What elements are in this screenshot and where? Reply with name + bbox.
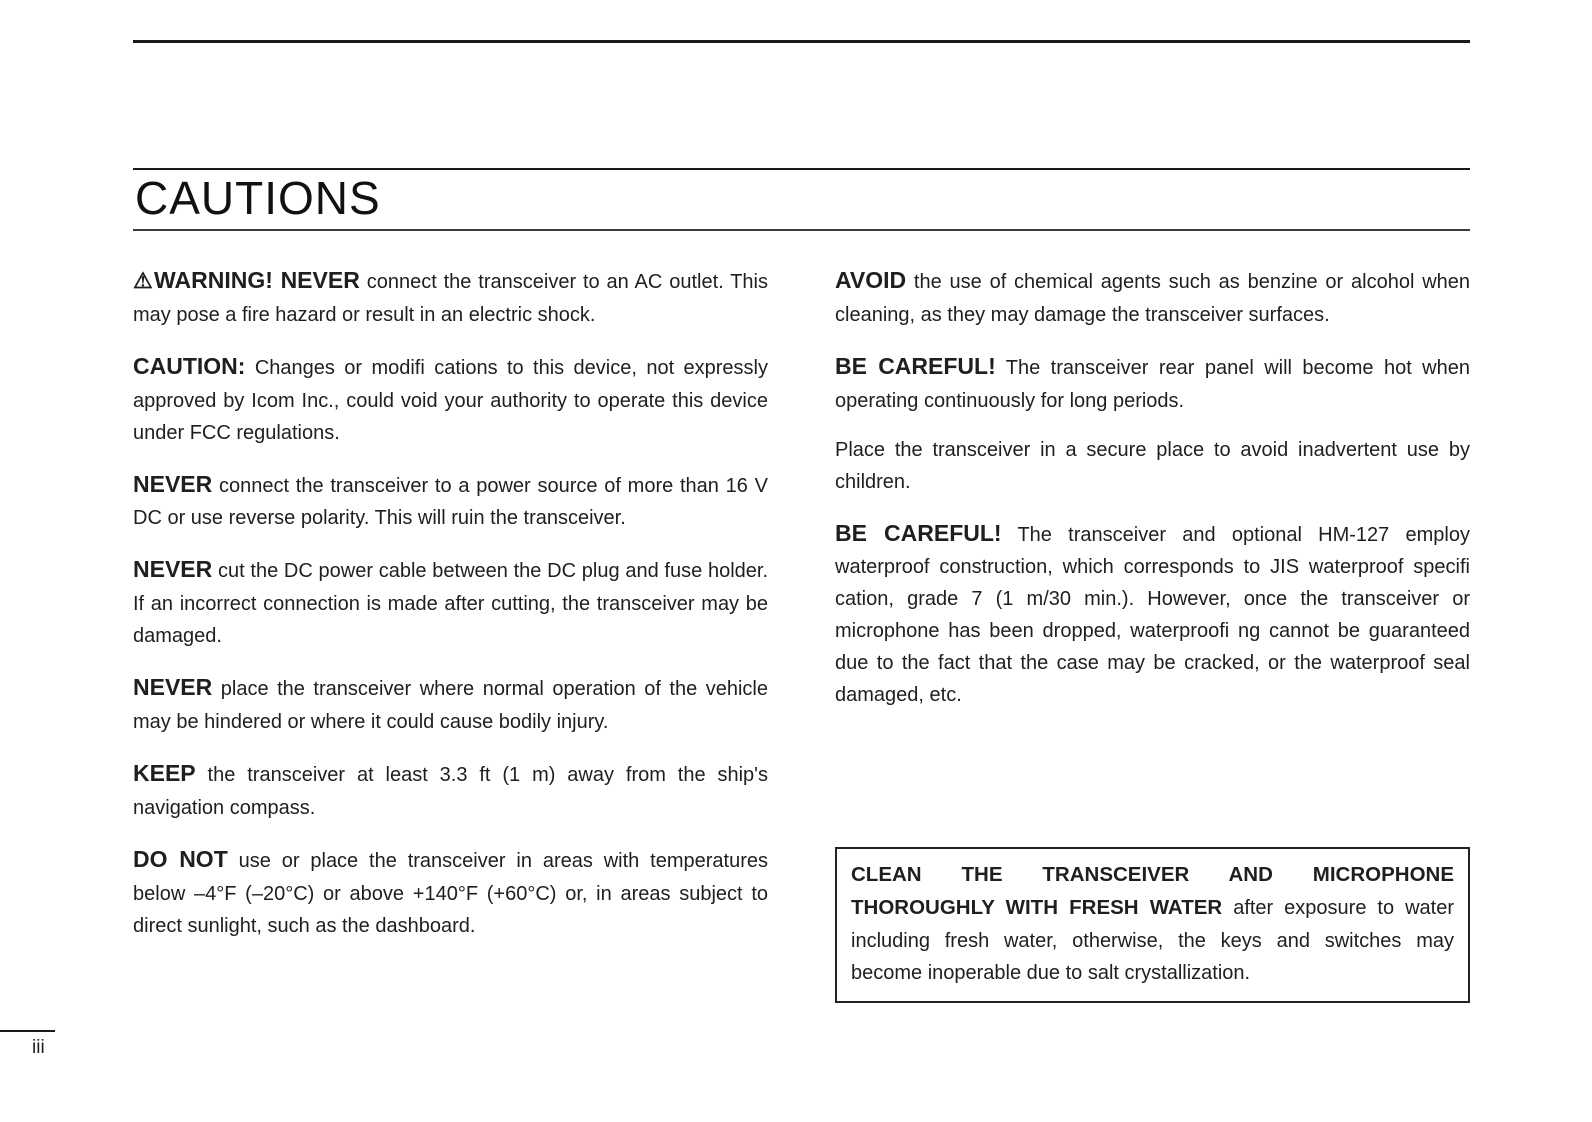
paragraph-lead: NEVER	[133, 556, 213, 583]
keep-paragraph	[133, 755, 768, 824]
page-footer	[0, 1030, 120, 1059]
page-title: CAUTIONS	[135, 172, 381, 224]
paragraph-text: connect the transceiver to an AC outlet. This may pose a fire hazard or result in an electric shock.	[133, 271, 768, 326]
notice-box	[835, 847, 1470, 1003]
never-paragraph	[133, 551, 768, 652]
paragraph-lead: KEEP	[133, 759, 196, 786]
paragraph-lead: WARNING! NEVER	[154, 267, 360, 293]
becareful-paragraph	[835, 348, 1470, 417]
paragraph-lead: DO NOT	[133, 845, 228, 872]
paragraph-text: Place the transceiver in a secure place to avoid inadvertent use by children.	[835, 438, 1470, 493]
warning-paragraph	[133, 262, 768, 331]
paragraph-lead: AVOID	[835, 267, 907, 293]
paragraph-lead: NEVER	[133, 674, 213, 701]
avoid-paragraph	[835, 262, 1470, 331]
paragraph-text: connect the transceiver to a power source of more than 16 V DC or use reverse polarity. This will ruin the transceiver.	[133, 474, 768, 530]
title-rule-bottom	[133, 229, 1470, 231]
notice-box-lead: CLEAN THE TRANSCEIVER AND MICROPHONE THOROUGHLY WITH FRESH WATER	[851, 863, 1454, 920]
paragraph-text: cut the DC power cable between the DC plug and fuse holder. If an incorrect connection is made after cutting, the transceiver may be damaged.	[133, 560, 768, 648]
paragraph-text: The transceiver rear panel will become hot when operating continuously for long periods.	[835, 356, 1470, 412]
paragraph-text: the use of chemical agents such as benzine or alcohol when cleaning, as they may damage the transceiver surfaces.	[835, 271, 1470, 326]
right-column	[835, 262, 1470, 1003]
top-rule	[133, 40, 1470, 43]
paragraph-lead: BE CAREFUL!	[835, 352, 996, 379]
donot-paragraph	[133, 841, 768, 942]
paragraph-lead: NEVER	[133, 470, 213, 497]
paragraph-text: Changes or modifi cations to this device, not expressly approved by Icom Inc., could void your authority to operate this device under FCC regulations.	[133, 356, 768, 444]
page-number: iii	[32, 1037, 45, 1058]
paragraph-text: the transceiver at least 3.3 ft (1 m) away from the ship's navigation compass.	[133, 763, 768, 819]
notice-box-text: after exposure to water including fresh water, otherwise, the keys and switches may become inoperable due to salt crystallization.	[851, 897, 1454, 984]
paragraph-lead: BE CAREFUL!	[835, 519, 1002, 546]
plain-paragraph	[835, 434, 1470, 498]
paragraph-text: place the transceiver where normal operation of the vehicle may be hindered or where it could cause bodily injury.	[133, 678, 768, 733]
never-paragraph	[133, 466, 768, 535]
warning-icon: ⚠	[133, 268, 155, 293]
paragraph-lead: CAUTION:	[133, 352, 246, 379]
becareful-paragraph	[835, 515, 1470, 712]
never-paragraph	[133, 669, 768, 738]
left-column	[133, 262, 768, 1003]
paragraph-text: The transceiver and optional HM-127 employ waterproof construction, which corresponds to JIS waterproof specifi cation, grade 7 (1 m/30 min.). However, once the transceiver or microphone has been dropped, waterproofi ng cannot be guaranteed due to the fact that the case may be cracked, or the waterproof seal damaged, etc.	[835, 523, 1470, 707]
footer-rule	[0, 1030, 55, 1032]
caution-paragraph	[133, 348, 768, 449]
content-columns	[133, 262, 1470, 1003]
title-block	[133, 168, 1470, 231]
paragraph-text: use or place the transceiver in areas with temperatures below –4°F (–20°C) or above +140°F (+60°C) or, in areas subject to direct sunlight, such as the dashboard.	[133, 849, 768, 937]
